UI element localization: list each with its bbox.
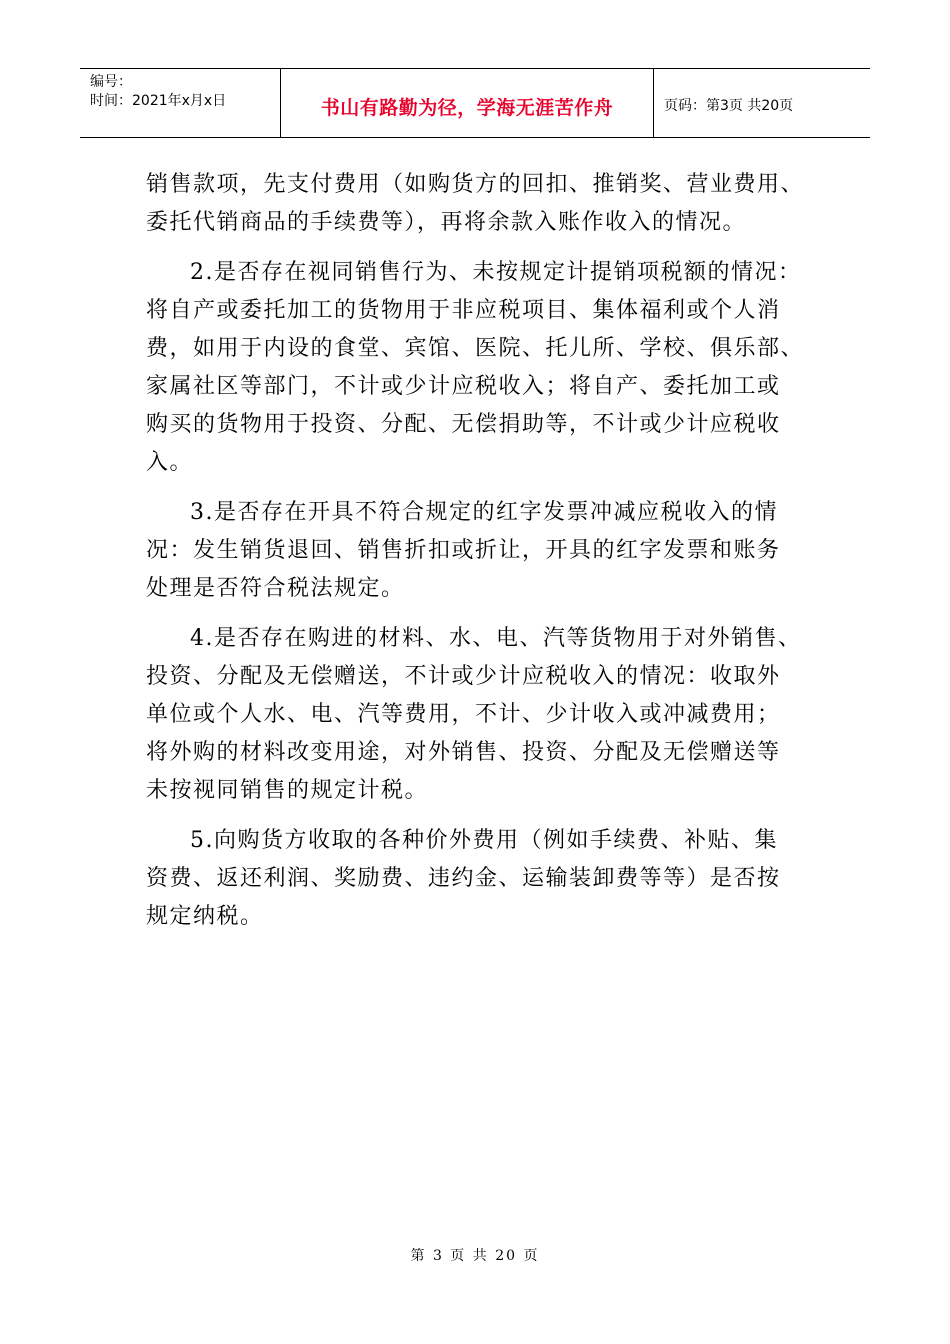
text-line: 未按视同销售的规定计税。 <box>146 778 429 803</box>
document-body <box>146 166 826 948</box>
text-line: 规定纳税。 <box>146 904 264 929</box>
header-meta-cell <box>80 69 281 137</box>
text-line: 资费、返还利润、奖励费、违约金、运输装卸费等等）是否按 <box>146 866 781 891</box>
text-line: 购买的货物用于投资、分配、无偿捐助等，不计或少计应税收 <box>146 412 781 437</box>
text-line: 将外购的材料改变用途，对外销售、投资、分配及无偿赠送等 <box>146 740 781 765</box>
header-page-cell <box>654 69 870 137</box>
paragraph <box>146 494 826 608</box>
header-motto-cell <box>281 69 654 137</box>
document-header <box>80 68 870 138</box>
text-line: 将自产或委托加工的货物用于非应税项目、集体福利或个人消 <box>146 298 781 323</box>
text-line: 费，如用于内设的食堂、宾馆、医院、托儿所、学校、俱乐部、 <box>146 336 805 361</box>
header-motto: 书山有路勤为径，学海无涯苦作舟 <box>320 96 614 119</box>
page-footer: 第 3 页 共 20 页 <box>410 1248 540 1264</box>
text-line: 3.是否存在开具不符合规定的红字发票冲减应税收入的情 <box>190 500 778 525</box>
text-line: 委托代销商品的手续费等），再将余款入账作收入的情况。 <box>146 210 747 235</box>
paragraph <box>146 254 826 482</box>
text-line: 家属社区等部门，不计或少计应税收入；将自产、委托加工或 <box>146 374 781 399</box>
header-page-info: 页码：第3页 共20页 <box>664 98 794 114</box>
text-line: 单位或个人水、电、汽等费用，不计、少计收入或冲减费用； <box>146 702 781 727</box>
text-line: 入。 <box>146 450 194 475</box>
text-line: 4.是否存在购进的材料、水、电、汽等货物用于对外销售、 <box>190 626 802 651</box>
text-line: 况：发生销货退回、销售折扣或折让，开具的红字发票和账务 <box>146 538 781 563</box>
text-line: 投资、分配及无偿赠送，不计或少计应税收入的情况：收取外 <box>146 664 781 689</box>
document-date-label: 时间：2021年x月x日 <box>90 93 227 109</box>
document-number-label: 编号： <box>90 74 132 90</box>
text-line: 5.向购货方收取的各种价外费用（例如手续费、补贴、集 <box>190 828 778 853</box>
text-line: 2.是否存在视同销售行为、未按规定计提销项税额的情况： <box>190 260 802 285</box>
paragraph <box>146 166 826 242</box>
paragraph <box>146 620 826 810</box>
text-line: 处理是否符合税法规定。 <box>146 576 405 601</box>
text-line: 销售款项，先支付费用（如购货方的回扣、推销奖、营业费用、 <box>146 172 805 197</box>
paragraph <box>146 822 826 936</box>
